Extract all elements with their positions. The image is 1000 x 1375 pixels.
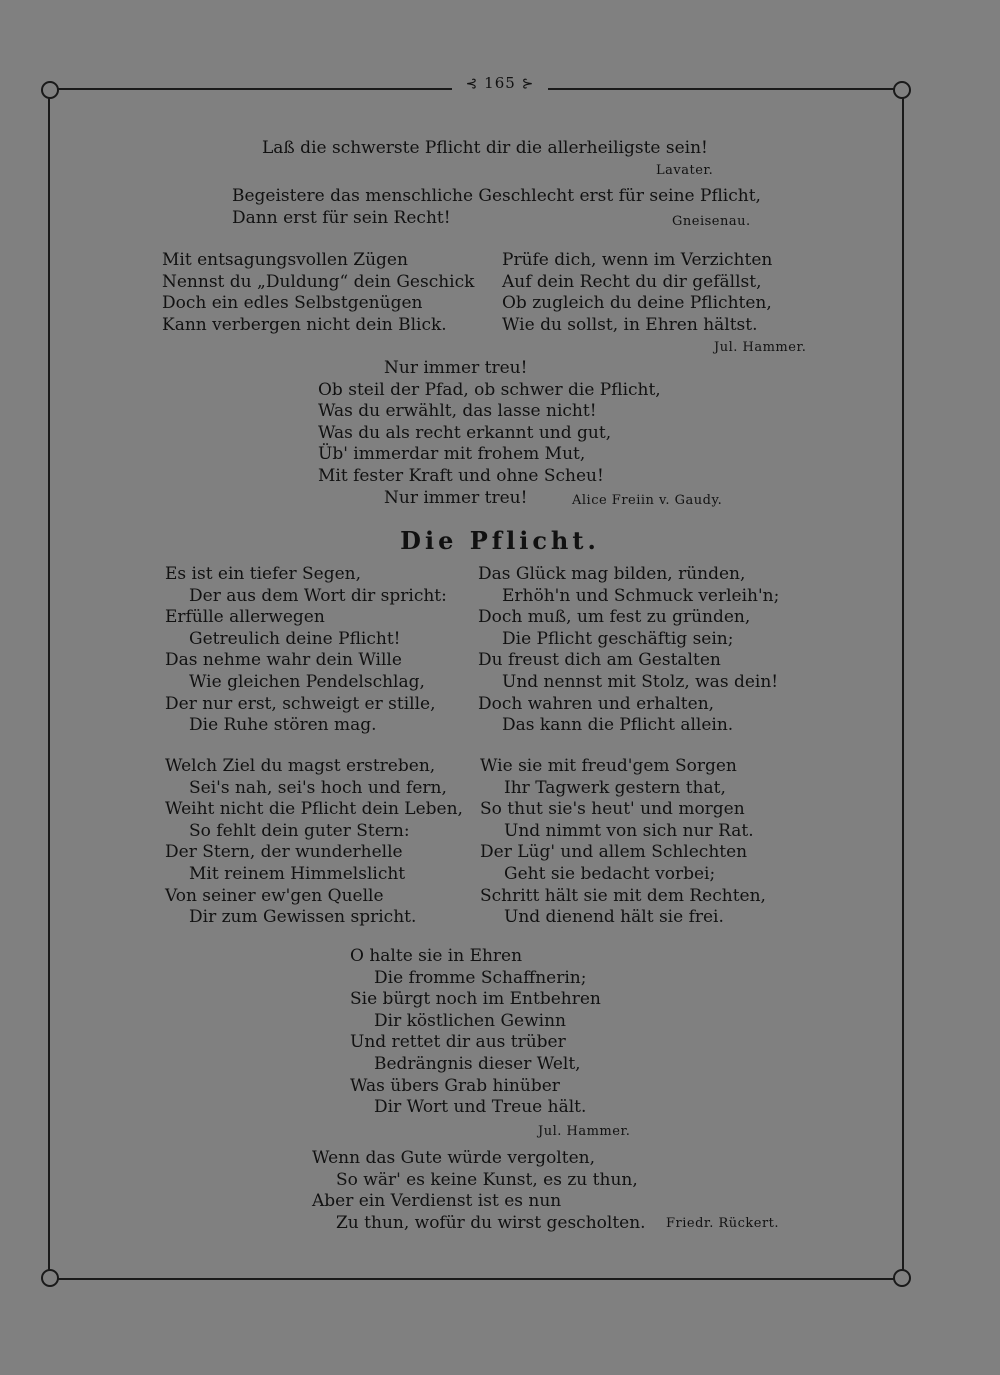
verse-line: Du freust dich am Gestalten — [478, 650, 721, 671]
author-rueckert: Friedr. Rückert. — [666, 1216, 780, 1231]
verse-line: Auf dein Recht du dir gefällst, — [502, 271, 762, 292]
verse-line: Die Pflicht geschäftig sein; — [502, 628, 734, 649]
verse-line: Aber ein Verdienst ist es nun — [312, 1191, 562, 1212]
verse-line: Mit fester Kraft und ohne Scheu! — [318, 465, 604, 486]
verse-line: Schritt hält sie mit dem Rechten, — [480, 885, 766, 906]
verse-line: Wie gleichen Pendelschlag, — [189, 671, 425, 692]
verse-line: Üb' immerdar mit frohem Mut, — [318, 444, 586, 465]
verse-line: Die Ruhe stören mag. — [189, 715, 377, 736]
verse-line: So fehlt dein guter Stern: — [189, 820, 410, 841]
verse-line: Getreulich deine Pflicht! — [189, 628, 401, 649]
verse-line: Erfülle allerwegen — [165, 607, 325, 628]
verse-line: Der Stern, der wunderhelle — [165, 842, 403, 863]
verse-line: Was du erwählt, das lasse nicht! — [318, 401, 597, 422]
poem-title: Die Pflicht. — [400, 526, 600, 555]
verse-line: Die fromme Schaffnerin; — [374, 967, 587, 988]
verse-line: Nur immer treu! — [384, 358, 528, 378]
verse-line: O halte sie in Ehren — [350, 946, 523, 966]
rueckert-poem — [312, 1148, 646, 1234]
verse-line: Dir köstlichen Gewinn — [374, 1010, 566, 1031]
verse-line: Das nehme wahr dein Wille — [165, 650, 402, 671]
author-lavater: Lavater. — [656, 163, 714, 178]
verse-line: Von seiner ew'gen Quelle — [165, 885, 384, 906]
verse-line: Nur immer treu! — [384, 487, 528, 508]
poem-stanza-2-left — [165, 756, 463, 929]
left-ornament-icon: ⊰ — [465, 76, 479, 92]
right-ornament-icon: ⊱ — [521, 76, 535, 92]
verse-line: So wär' es keine Kunst, es zu thun, — [336, 1169, 638, 1190]
verse-line: Wenn das Gute würde vergolten, — [312, 1148, 595, 1168]
verse-line: Der aus dem Wort dir spricht: — [189, 585, 447, 606]
verse-line: Geht sie bedacht vorbei; — [504, 863, 716, 884]
verse-line: So thut sie's heut' und morgen — [480, 799, 745, 820]
verse-line: Welch Ziel du magst erstreben, — [165, 756, 436, 776]
verse-line: Mit entsagungsvollen Zügen — [162, 250, 408, 270]
author-hammer: Jul. Hammer. — [714, 340, 807, 355]
verse-line: Es ist ein tiefer Segen, — [165, 564, 361, 584]
quote-gneisenau-line: Dann erst für sein Recht! — [232, 208, 451, 228]
poem-stanza-1-left — [165, 564, 447, 737]
verse-line: Nennst du „Duldung“ dein Geschick — [162, 271, 475, 292]
verse-line: Doch muß, um fest zu gründen, — [478, 607, 751, 628]
author-hammer: Jul. Hammer. — [538, 1124, 631, 1139]
author-gneisenau: Gneisenau. — [672, 214, 751, 229]
poem-stanza-1-right — [478, 564, 779, 737]
border-corner-ornament — [893, 1269, 911, 1287]
verse-line: Ihr Tagwerk gestern that, — [504, 777, 726, 798]
verse-line: Was übers Grab hinüber — [350, 1075, 560, 1096]
verse-line: Dir Wort und Treue hält. — [374, 1097, 587, 1118]
verse-line: Das kann die Pflicht allein. — [502, 715, 734, 736]
verse-line: Sie bürgt noch im Entbehren — [350, 989, 601, 1010]
hammer-stanza-left — [162, 250, 474, 336]
verse-line: Der nur erst, schweigt er stille, — [165, 693, 436, 714]
verse-line: Sei's nah, sei's hoch und fern, — [189, 777, 447, 798]
verse-line: Kann verbergen nicht dein Blick. — [162, 314, 447, 335]
verse-line: Und nimmt von sich nur Rat. — [504, 820, 754, 841]
verse-line: Das Glück mag bilden, ründen, — [478, 564, 746, 584]
verse-line: Der Lüg' und allem Schlechten — [480, 842, 748, 863]
verse-line: Wie du sollst, in Ehren hältst. — [502, 314, 758, 335]
verse-line: Mit reinem Himmelslicht — [189, 863, 406, 884]
verse-line: Und nennst mit Stolz, was dein! — [502, 671, 779, 692]
border-corner-ornament — [41, 1269, 59, 1287]
page-number: 165 — [484, 74, 516, 92]
gaudy-poem — [318, 358, 661, 509]
verse-line: Und dienend hält sie frei. — [504, 907, 724, 928]
verse-line: Prüfe dich, wenn im Verzichten — [502, 250, 773, 270]
verse-line: Doch wahren und erhalten, — [478, 693, 715, 714]
quote-gneisenau-line: Begeistere das menschliche Geschlecht erst für seine Pflicht, — [232, 186, 761, 206]
poem-stanza-2-right — [480, 756, 766, 929]
verse-line: Wie sie mit freud'gem Sorgen — [480, 756, 737, 776]
verse-line: Was du als recht erkannt und gut, — [318, 422, 612, 443]
verse-line: Erhöh'n und Schmuck verleih'n; — [502, 585, 780, 606]
author-gaudy: Alice Freiin v. Gaudy. — [572, 493, 723, 508]
verse-line: Ob steil der Pfad, ob schwer die Pflicht, — [318, 379, 661, 400]
verse-line: Doch ein edles Selbstgenügen — [162, 293, 423, 314]
verse-line: Dir zum Gewissen spricht. — [189, 907, 417, 928]
page-header — [0, 74, 1000, 92]
verse-line: Und rettet dir aus trüber — [350, 1032, 566, 1053]
verse-line: Ob zugleich du deine Pflichten, — [502, 293, 772, 314]
hammer-stanza-right — [502, 250, 772, 336]
poem-stanza-3 — [350, 946, 601, 1119]
verse-line: Bedrängnis dieser Welt, — [374, 1053, 581, 1074]
verse-line: Weiht nicht die Pflicht dein Leben, — [165, 799, 463, 820]
quote-lavater: Laß die schwerste Pflicht dir die allerheiligste sein! — [262, 138, 708, 158]
verse-line: Zu thun, wofür du wirst gescholten. — [336, 1212, 646, 1233]
